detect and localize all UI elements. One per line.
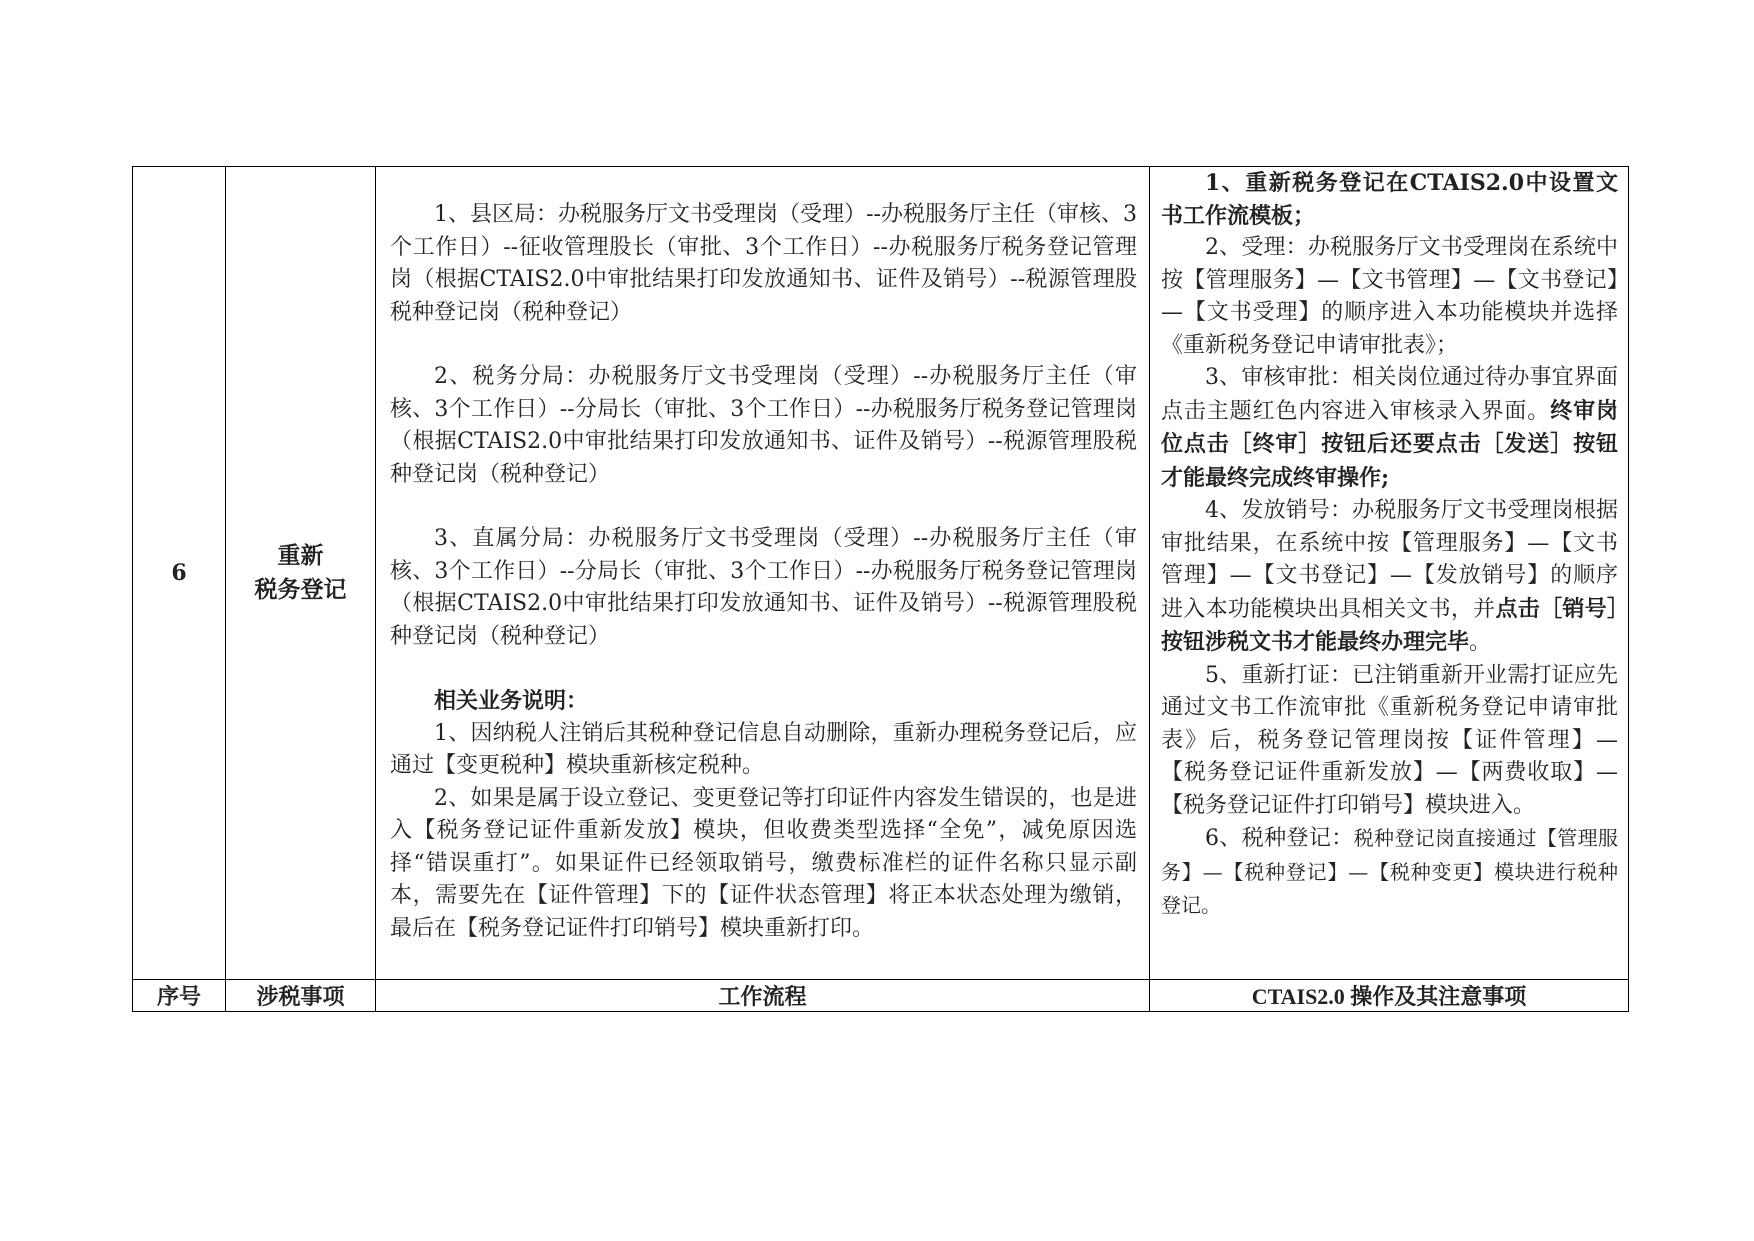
header-seq: 序号 — [133, 980, 226, 1012]
item-cell — [226, 167, 376, 980]
note-title: 相关业务说明： — [434, 688, 589, 714]
ctais-cell — [1150, 167, 1629, 980]
workflow-cell — [376, 167, 1150, 980]
header-flow: 工作流程 — [376, 980, 1150, 1012]
ctais-step-2: 2、受理：办税服务厅文书受理岗在系统中按【管理服务】—【文书管理】—【文书登记】—【文书受理】的顺序进入本功能模块并选择《重新税务登记申请审批表》； — [1161, 235, 1618, 358]
header-row — [133, 980, 1629, 1012]
item-line-2: 税务登记 — [254, 576, 347, 603]
header-ctais: CTAIS2.0 操作及其注意事项 — [1150, 980, 1629, 1012]
flow-county: 1、县区局：办税服务厅文书受理岗（受理）--办税服务厅主任（审核、3个工作日）--征收管理股长（审批、3个工作日）--办税服务厅税务登记管理岗（根据CTAIS2.0中审批结果打印发放通知书、证件及销号）--税源管理股税种登记岗（税种登记） — [390, 202, 1137, 325]
ctais-step-6-text: 税种登记岗直接通过【管理服务】—【税种登记】—【税种变更】模块进行税种登记。 — [1161, 826, 1618, 917]
ctais-step-3-bold: 终审岗位点击［终审］按钮后还要点击［发送］按钮才能最终完成终审操作; — [1161, 397, 1618, 491]
ctais-step-4-text: 4、发放销号：办税服务厅文书受理岗根据审批结果，在系统中按【管理服务】—【文书管理】—【文书登记】—【发放销号】的顺序进入本功能模块出具相关文书，并 — [1161, 498, 1618, 622]
seq-cell: 6 — [133, 167, 226, 980]
ctais-step-6-lead: 6、税种登记： — [1205, 826, 1354, 851]
note-1: 1、因纳税人注销后其税种登记信息自动删除，重新办理税务登记后，应通过【变更税种】模块重新核定税种。 — [390, 720, 1137, 778]
ctais-step-1: 1、重新税务登记在CTAIS2.0中设置文书工作流模板； — [1161, 170, 1618, 229]
tax-procedure-table — [132, 166, 1629, 1012]
ctais-step-4-bold: 点击［销号］按钮涉税文书才能最终办理完毕 — [1161, 595, 1618, 655]
ctais-step-3 — [1161, 362, 1618, 495]
ctais-step-4 — [1161, 495, 1618, 660]
ctais-step-4-end: 。 — [1469, 630, 1492, 655]
flow-branch: 2、税务分局：办税服务厅文书受理岗（受理）--办税服务厅主任（审核、3个工作日）--分局长（审批、3个工作日）--办税服务厅税务登记管理岗（根据CTAIS2.0中审批结果打印发放通知书、证件及销号）--税源管理股税种登记岗（税种登记） — [390, 364, 1137, 487]
ctais-step-6 — [1161, 822, 1618, 923]
flow-direct: 3、直属分局：办税服务厅文书受理岗（受理）--办税服务厅主任（审核、3个工作日）--分局长（审批、3个工作日）--办税服务厅税务登记管理岗（根据CTAIS2.0中审批结果打印发放通知书、证件及销号）--税源管理股税种登记岗（税种登记） — [390, 526, 1137, 649]
ctais-step-5: 5、重新打证：已注销重新开业需打证应先通过文书工作流审批《重新税务登记申请审批表》后，税务登记管理岗按【证件管理】—【税务登记证件重新发放】—【两费收取】—【税务登记证件打印销号】模块进入。 — [1161, 662, 1618, 818]
table-row — [133, 167, 1629, 980]
header-item: 涉税事项 — [226, 980, 376, 1012]
note-2: 2、如果是属于设立登记、变更登记等打印证件内容发生错误的，也是进入【税务登记证件重新发放】模块，但收费类型选择“全免”，减免原因选择“错误重打”。如果证件已经领取销号，缴费标准栏的证件名称只显示副本，需要先在【证件管理】下的【证件状态管理】将正本状态处理为缴销，最后在【税务登记证件打印销号】模块重新打印。 — [390, 785, 1137, 941]
item-line-1: 重新 — [277, 542, 324, 569]
ctais-step-3-text: 3、审核审批：相关岗位通过待办事宜界面点击主题红色内容进入审核录入界面。 — [1161, 365, 1618, 424]
